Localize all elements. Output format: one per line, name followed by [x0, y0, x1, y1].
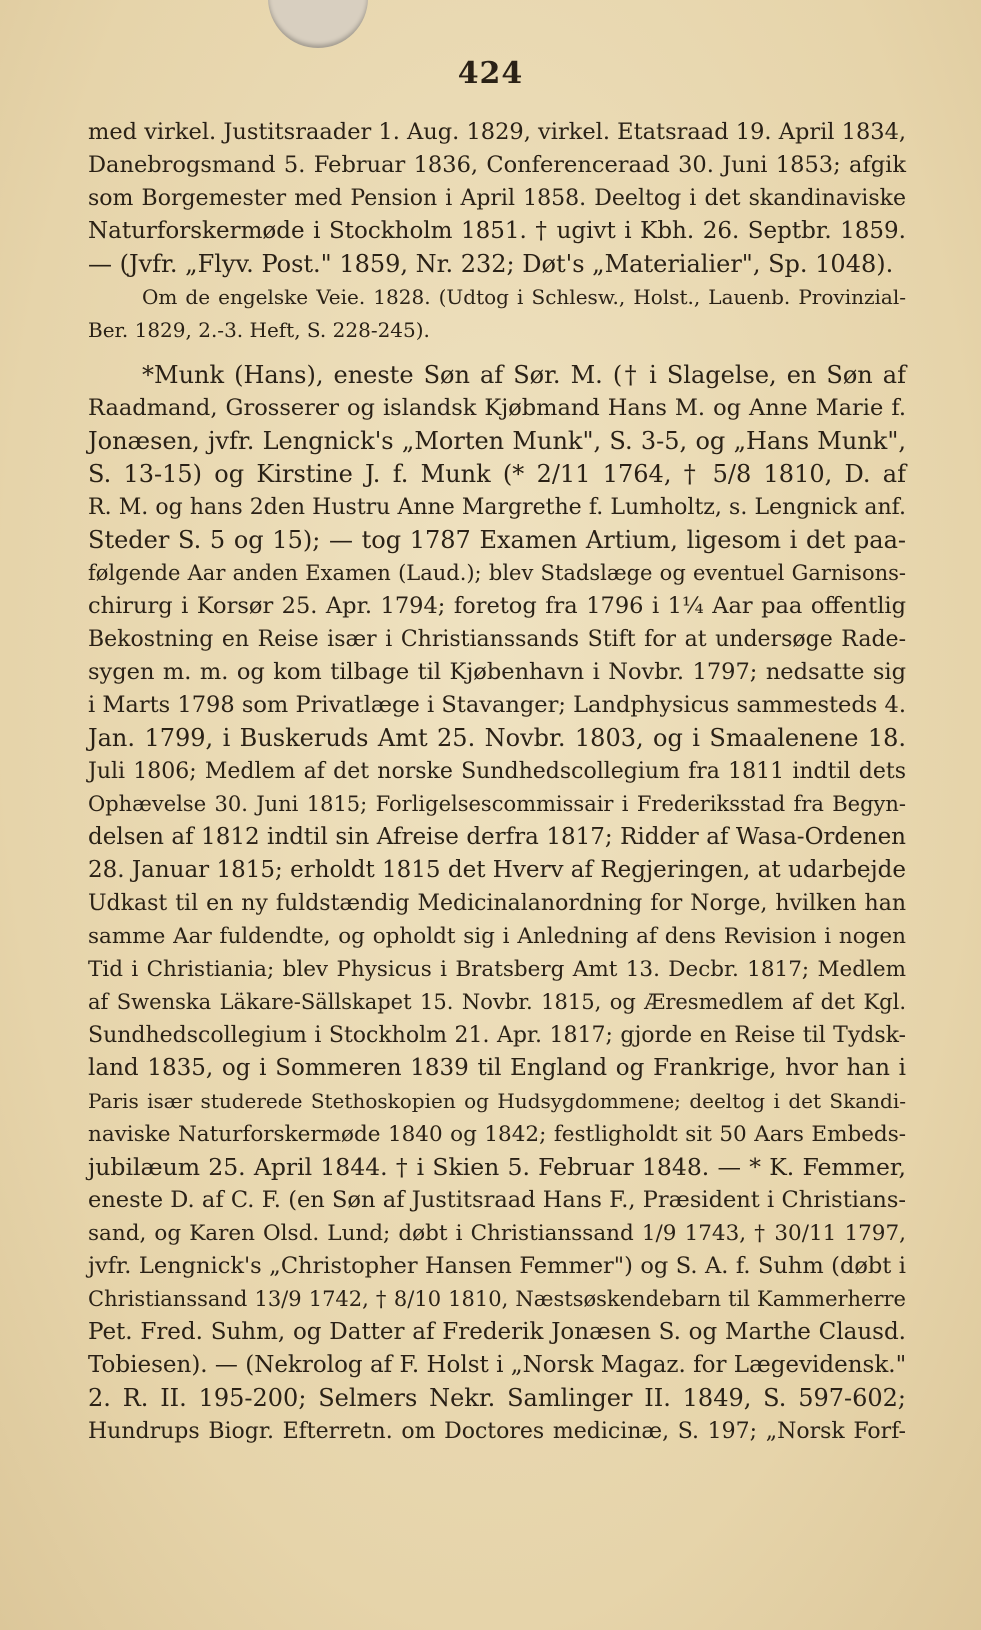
text-line: eneste D. af C. F. (en Søn af Justitsraad Hans F., Præsident i Christians- [88, 1187, 906, 1213]
text-line: som Borgemester med Pension i April 1858. Deeltog i det skandinaviske [88, 186, 906, 211]
text-line: Naturforskermøde i Stockholm 1851. † ugivt i Kbh. 26. Septbr. 1859. [88, 218, 906, 244]
text-line: Ophævelse 30. Juni 1815; Forligelsescommissair i Frederiksstad fra Begyn- [88, 792, 906, 816]
text-line: Juli 1806; Medlem af det norske Sundhedscollegium fra 1811 indtil dets [88, 759, 906, 784]
text-line: Pet. Fred. Suhm, og Datter af Frederik Jonæsen S. og Marthe Clausd. [88, 1319, 906, 1345]
text-line: Sundhedscollegium i Stockholm 21. Apr. 1817; gjorde en Reise til Tydsk- [88, 1023, 906, 1048]
binding-tab-decoration [268, 0, 368, 48]
text-line: Danebrogsmand 5. Februar 1836, Conferenceraad 30. Juni 1853; afgik [88, 152, 906, 178]
text-line: Udkast til en ny fuldstændig Medicinalanordning for Norge, hvilken han [88, 891, 906, 916]
text-line: chirurg i Korsør 25. Apr. 1794; foretog fra 1796 i 1¼ Aar paa offentlig [88, 593, 906, 619]
page-number: 424 [457, 56, 524, 91]
entry-heading-line: *Munk (Hans), eneste Søn af Sør. M. († i Slagelse, en Søn af [142, 361, 906, 389]
text-line: Om de engelske Veie. 1828. (Udtog i Schlesw., Holst., Lauenb. Provinzial- [142, 285, 906, 309]
text-line: Hundrups Biogr. Efterretn. om Doctores medicinæ, S. 197; „Norsk Forf- [88, 1419, 906, 1444]
body-text [88, 116, 906, 1448]
text-line: — (Jvfr. „Flyv. Post." 1859, Nr. 232; Døt's „Materialier", Sp. 1048). [88, 250, 894, 278]
text-line: sygen m. m. og kom tilbage til Kjøbenhavn i Novbr. 1797; nedsatte sig [88, 659, 906, 685]
text-line: følgende Aar anden Examen (Laud.); blev Stadslæge og eventuel Garnisons- [88, 561, 906, 585]
text-line: samme Aar fuldendte, og opholdt sig i Anledning af dens Revision i nogen [88, 924, 906, 949]
text-line: Christianssand 13/9 1742, † 8/10 1810, Næstsøskendebarn til Kammerherre [88, 1287, 906, 1311]
text-line: land 1835, og i Sommeren 1839 til England og Frankrige, hvor han i [88, 1055, 906, 1081]
text-line: Ber. 1829, 2.-3. Heft, S. 228-245). [88, 318, 430, 342]
text-line: Bekostning en Reise især i Christianssands Stift for at undersøge Rade- [88, 627, 906, 652]
text-line: med virkel. Justitsraader 1. Aug. 1829, virkel. Etatsraad 19. April 1834, [88, 119, 907, 145]
text-line: i Marts 1798 som Privatlæge i Stavanger; Landphysicus sammesteds 4. [88, 692, 906, 718]
text-line: Raadmand, Grosserer og islandsk Kjøbmand Hans M. og Anne Marie f. [88, 395, 906, 421]
text-line: Steder S. 5 og 15); — tog 1787 Examen Artium, ligesom i det paa- [88, 526, 906, 554]
text-line: af Swenska Läkare-Sällskapet 15. Novbr. 1815, og Æresmedlem af det Kgl. [88, 990, 906, 1014]
text-line: R. M. og hans 2den Hustru Anne Margrethe f. Lumholtz, s. Lengnick anf. [88, 495, 906, 520]
text-line: Tobiesen). — (Nekrolog af F. Holst i „Norsk Magaz. for Lægevidensk." [88, 1352, 907, 1378]
text-line: 2. R. II. 195-200; Selmers Nekr. Samlinger II. 1849, S. 597-602; [88, 1384, 906, 1412]
text-line: Tid i Christiania; blev Physicus i Bratsberg Amt 13. Decbr. 1817; Medlem [88, 957, 906, 982]
text-line: S. 13-15) og Kirstine J. f. Munk (* 2/11 1764, † 5/8 1810, D. af [88, 460, 906, 488]
text-line: Jonæsen, jvfr. Lengnick's „Morten Munk", S. 3-5, og „Hans Munk", [88, 427, 906, 455]
text-line: naviske Naturforskermøde 1840 og 1842; festligholdt sit 50 Aars Embeds- [88, 1122, 906, 1147]
text-line: 28. Januar 1815; erholdt 1815 det Hverv af Regjeringen, at udarbejde [88, 857, 906, 883]
text-line: Jan. 1799, i Buskeruds Amt 25. Novbr. 1803, og i Smaalenene 18. [88, 724, 906, 752]
text-line: Paris især studerede Stethoskopien og Hudsygdommene; deeltog i det Skandi- [88, 1089, 906, 1113]
text-line: jvfr. Lengnick's „Christopher Hansen Femmer") og S. A. f. Suhm (døbt i [88, 1253, 906, 1279]
text-line: jubilæum 25. April 1844. † i Skien 5. Februar 1848. — * K. Femmer, [88, 1153, 906, 1181]
text-line: sand, og Karen Olsd. Lund; døbt i Christianssand 1/9 1743, † 30/11 1797, [88, 1221, 906, 1246]
text-line: delsen af 1812 indtil sin Afreise derfra 1817; Ridder af Wasa-Ordenen [88, 824, 906, 850]
